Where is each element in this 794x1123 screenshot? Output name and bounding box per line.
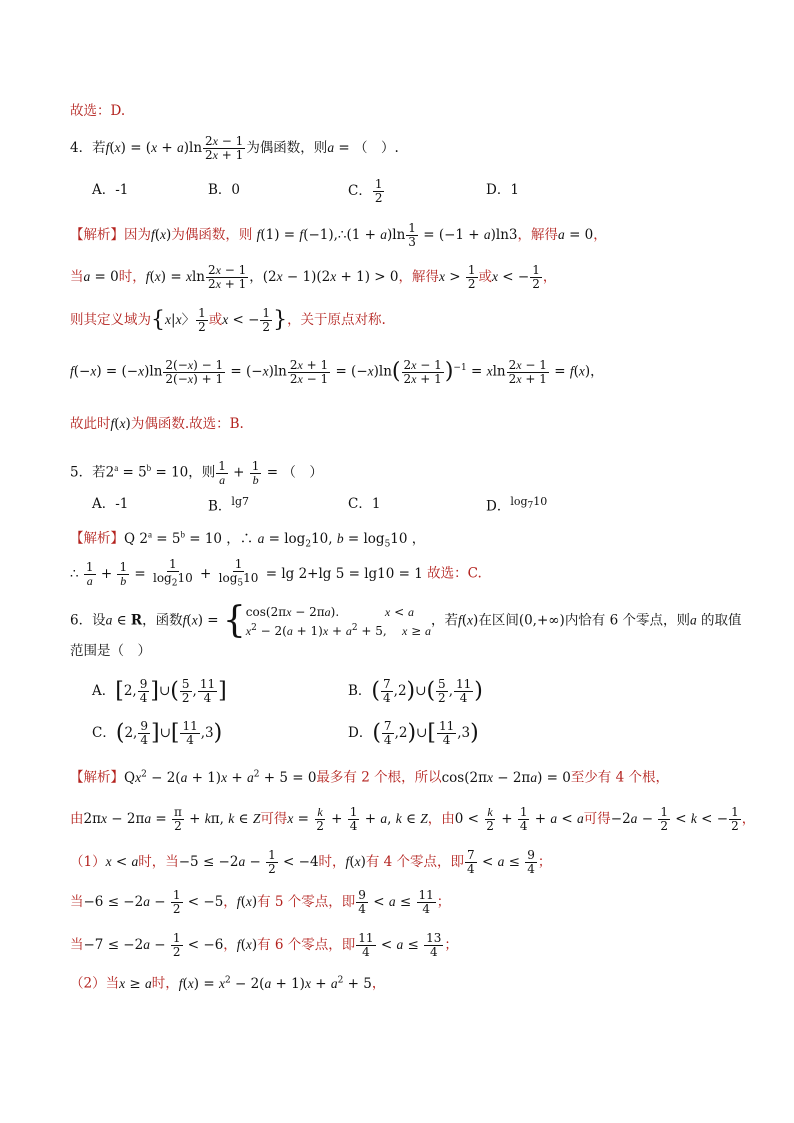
- q4-solution-2: 当a = 0时，f(x) = xln $\frac{2x - 1}{2x + 1}$ ，(2x − 1)(2x + 1) > 0，解得x > $\frac{1}{2}$ 或x < − $\frac{1}{2}$ ，: [70, 263, 557, 291]
- q6-option-c: C．(2, $\frac{9}{4}$ ]∪[ $\frac{11}{4}$ ,3): [92, 719, 223, 747]
- q5-option-c: C．1: [348, 496, 381, 512]
- q5-solution-2: ∴ $\frac{1}{a}$ + $\frac{1}{b}$ = $\frac{1}{\log_210}$ + $\frac{1}{\log_510}$ = lg 2+lg 5 = lg10 = 1 故选：C.: [70, 557, 482, 589]
- q4-solution-4: f(−x) = (−x)ln $\frac{2(-x) - 1}{2(-x) + 1}$ = (−x)ln $\frac{2x + 1}{2x - 1}$ = (−x)ln( $\frac{2x - 1}{2x + 1}$ )$^{-1}$ = xln $\frac{2x - 1}{2x + 1}$ = f(x)，: [70, 357, 604, 386]
- q6-option-a: A．[2, $\frac{9}{4}$ ]∪( $\frac{5}{2}$ , $\frac{11}{4}$ ]: [92, 677, 227, 705]
- q5-option-d: D．$^{log_710}$: [486, 495, 548, 515]
- q4-option-d: D．1: [486, 182, 519, 198]
- q4-solution-3: 则其定义域为{x|x〉 $\frac{1}{2}$ 或x < − $\frac{1}{2}$ }，关于原点对称.: [70, 306, 386, 334]
- q6-solution-3: （1）x < a时，当−5 ≤ −2a − $\frac{1}{2}$ < −4时，f(x)有 4 个零点，即 $\frac{7}{4}$ < a ≤ $\frac{9}{4}$ ；: [70, 848, 552, 876]
- q4-option-c: C． $\frac{1}{2}$: [348, 177, 383, 205]
- q6-solution-2: 由2πx − 2πa = $\frac{\pi}{2}$ + kπ, k ∈ Z可得x = $\frac{k}{2}$ + $\frac{1}{4}$ + a, k ∈ Z，由0 < $\frac{k}{2}$ + $\frac{1}{4}$ + a < a可得−2a − $\frac{1}{2}$ < k < − $\frac{1}{2}$ ，: [70, 805, 756, 833]
- answer-line-prev: 故选：D.: [70, 103, 126, 119]
- question-5: 5．若$2^a = 5^b = 10$，则 $\frac{1}{a}$ + $\frac{1}{b}$ = （ ）: [70, 458, 323, 487]
- q4-solution-1: 【解析】因为f(x)为偶函数，则 f(1) = f(−1),∴(1 + a)ln $\frac{1}{3}$ = (−1 + a)ln3，解得a = 0，: [70, 221, 607, 249]
- q4-end: （ ）.: [353, 140, 399, 156]
- q5-option-b: B．$^{lg7}$: [208, 495, 249, 515]
- q6-solution-4: 当−6 ≤ −2a − $\frac{1}{2}$ < −5，f(x)有 5 个零点，即 $\frac{9}{4}$ < a ≤ $\frac{11}{4}$ ；: [70, 888, 451, 916]
- q5-number: 5．若: [70, 464, 106, 481]
- q6-option-b: B．( $\frac{7}{4}$ ,2)∪( $\frac{5}{2}$ , $\frac{11}{4}$ ): [348, 677, 483, 705]
- q6-solution-6: （2）当x ≥ a时，$f(x) = x^2 - 2(a + 1)x + a^2 + 5$，: [70, 975, 386, 992]
- q4-option-a: A．-1: [92, 182, 129, 198]
- q6-option-d: D．( $\frac{7}{4}$ ,2)∪[ $\frac{11}{4}$ ,3): [348, 719, 479, 747]
- q4-number: 4．若: [70, 140, 106, 156]
- q4-option-b: B．0: [208, 182, 241, 198]
- q4-tail: 为偶函数，则: [246, 140, 328, 156]
- question-4: 4．若f(x) = (x + a)ln $\frac{2x - 1}{2x + 1}$ 为偶函数，则a = （ ）.: [70, 134, 399, 162]
- q5-option-a: A．-1: [92, 496, 129, 512]
- q6-range-line: 范围是（ ）: [70, 643, 151, 659]
- q6-solution-1: 【解析】$Qx^2 - 2(a + 1)x + a^2 + 5 = 0$最多有 2 个根，所以cos(2πx − 2πa) = 0至少有 4 个根，: [70, 769, 669, 786]
- solution-tag: 【解析】: [70, 227, 124, 243]
- question-6: 6．设a ∈ R，函数f(x) = { cos(2πx − 2πa). x < a $x^2 - 2(a + 1)x + a^2 + 5$, x ≥ a ，若f(x)在区间(0,+∞)内恰有 6 个零点，则a 的取值: [70, 600, 742, 641]
- q4-solution-5: 故此时f(x)为偶函数.故选：B.: [70, 416, 244, 432]
- q6-solution-5: 当−7 ≤ −2a − $\frac{1}{2}$ < −6，f(x)有 6 个零点，即 $\frac{11}{4}$ < a ≤ $\frac{13}{4}$ ；: [70, 931, 458, 959]
- q5-solution-1: 【解析】Q $2^a = 5^b = 10$ ，∴ $a = \log_210$, $b = \log_510$ ，: [70, 529, 426, 550]
